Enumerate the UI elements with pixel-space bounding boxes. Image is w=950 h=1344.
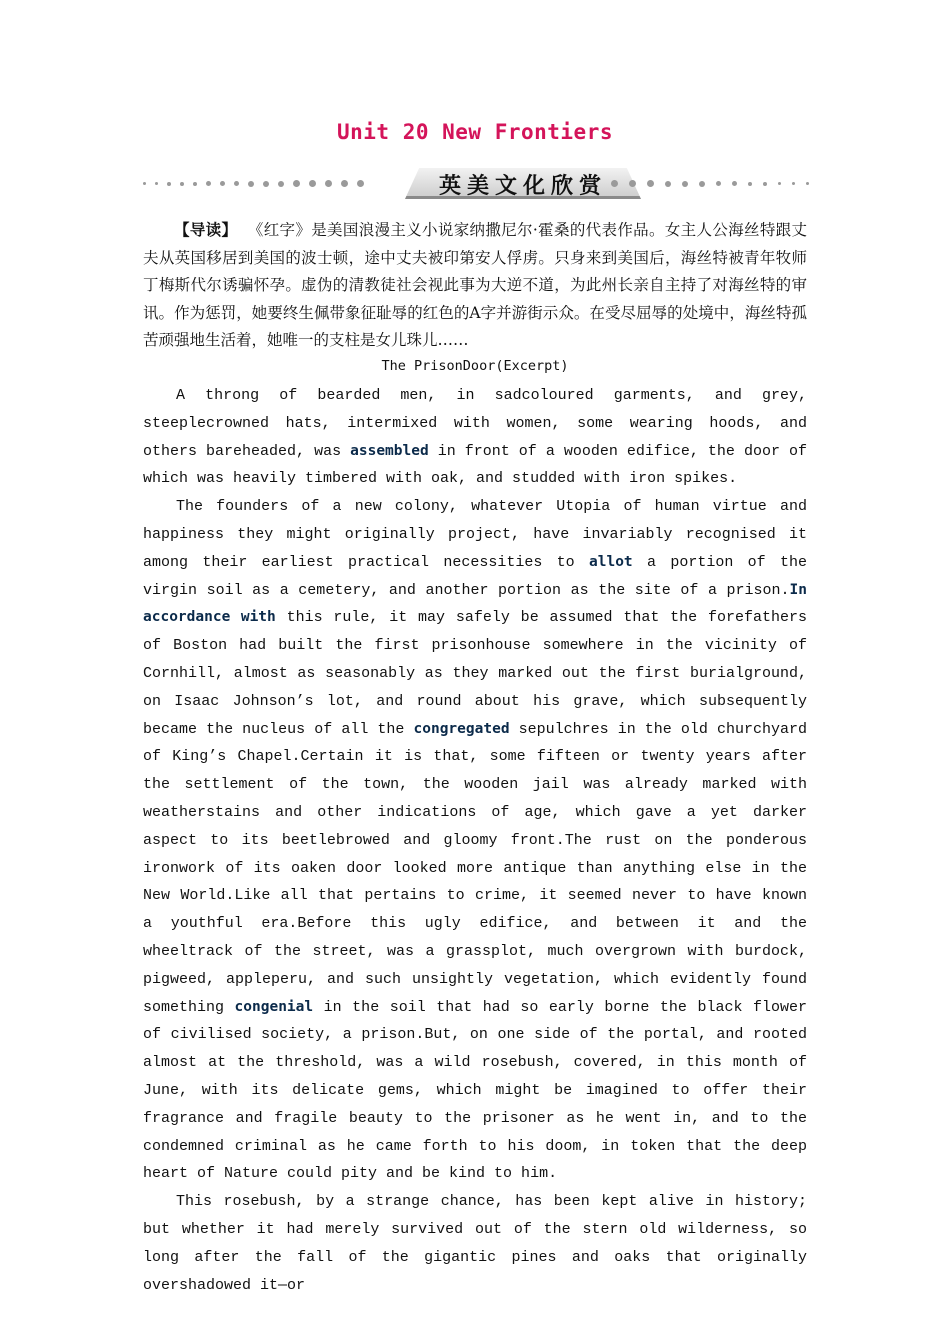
banner-dots-right: [611, 180, 809, 187]
intro-text: 《红字》是美国浪漫主义小说家纳撒尼尔·霍桑的代表作品。女主人公海丝特跟丈夫从英国移居到美国的波士顿，途中丈夫被印第安人俘虏。只身来到美国后，海丝特被青年牧师丁梅斯代尔诱骗怀孕。虚伪的清教徒社会视此事为大逆不道，为此州长亲自主持了对海丝特的审讯。作为惩罚，她要终生佩带象征耻辱的红色的A字并游街示众。在受尽屈辱的处境中，海丝特孤苦顽强地生活着，她唯一的支柱是女儿珠儿……: [143, 221, 807, 350]
keyword-congenial: congenial: [234, 998, 314, 1015]
text-run: The founders of a new colony, whatever Utopia of human virtue and happiness they might originally project, have invariably recognised it among their earliest practical necessities to: [143, 498, 807, 571]
paragraph-3: [143, 1188, 807, 1299]
unit-title: Unit 20 New Frontiers: [336, 120, 613, 144]
banner-label: 英美文化欣赏: [438, 174, 607, 199]
keyword-congregated: congregated: [413, 720, 510, 737]
keyword-in-accordance-with: In accordance with: [143, 581, 807, 626]
section-banner: [143, 168, 809, 198]
text-run: sepulchres in the old churchyard of King’s Chapel.Certain it is that, some fifteen or twenty years after the settlement of the town, the wooden jail was already marked with weatherstains and other indications of age, which gave a yet darker aspect to its beetlebrowed and gloomy front.The rust on the ponderous ironwork of its oaken door looked more antique than anything else in the New World.Like all that pertains to crime, it seemed never to have known a youthful era.Before this ugly edifice, and between it and the wheeltrack of the street, was a grassplot, much overgrown with burdock, pigweed, appleperu, and such unsightly vegetation, which evidently found something: [143, 720, 807, 1016]
passage-body: [143, 382, 807, 1299]
intro-lead: 【导读】: [174, 220, 238, 239]
text-run: this rule, it may safely be assumed that the forefathers of Boston had built the first prisonhouse somewhere in the vicinity of Cornhill, almost as seasonably as they marked out the first burialground, on Isaac Johnson’s lot, and round about his grave, which subsequently became the nucleus of all the: [143, 609, 807, 738]
keyword-allot: allot: [589, 553, 633, 570]
paragraph-2: [143, 493, 807, 1188]
text-run: A throng of bearded men, in sadcoloured garments, and grey, steeplecrowned hats, intermixed with women, some wearing hoods, and others bareheaded, was: [143, 387, 807, 460]
text-run: in the soil that had so early borne the black flower of civilised society, a prison.But, on one side of the portal, and rooted almost at the threshold, was a wild rosebush, covered, in this month of June, with its delicate gems, which might be imagined to offer their fragrance and fragile beauty to the prisoner as he went in, and to the condemned criminal as he came forth to his doom, in token that the deep heart of Nature could pity and be kind to him.: [143, 998, 808, 1183]
text-run: a portion of the virgin soil as a cemetery, and another portion as the site of a prison.: [143, 553, 807, 599]
banner-dots-left: [143, 180, 364, 187]
text-run: in front of a wooden edifice, the door of which was heavily timbered with oak, and studded with iron spikes.: [143, 442, 807, 488]
keyword-assembled: assembled: [350, 442, 429, 459]
intro-paragraph: [143, 216, 807, 355]
paragraph-1: [143, 382, 807, 493]
text-run: This rosebush, by a strange chance, has been kept alive in history; but whether it had merely survived out of the stern old wilderness, so long after the fall of the gigantic pines and oaks that originally overshadowed it—or: [143, 1193, 807, 1294]
passage-title: The PrisonDoor(Excerpt): [381, 358, 569, 374]
